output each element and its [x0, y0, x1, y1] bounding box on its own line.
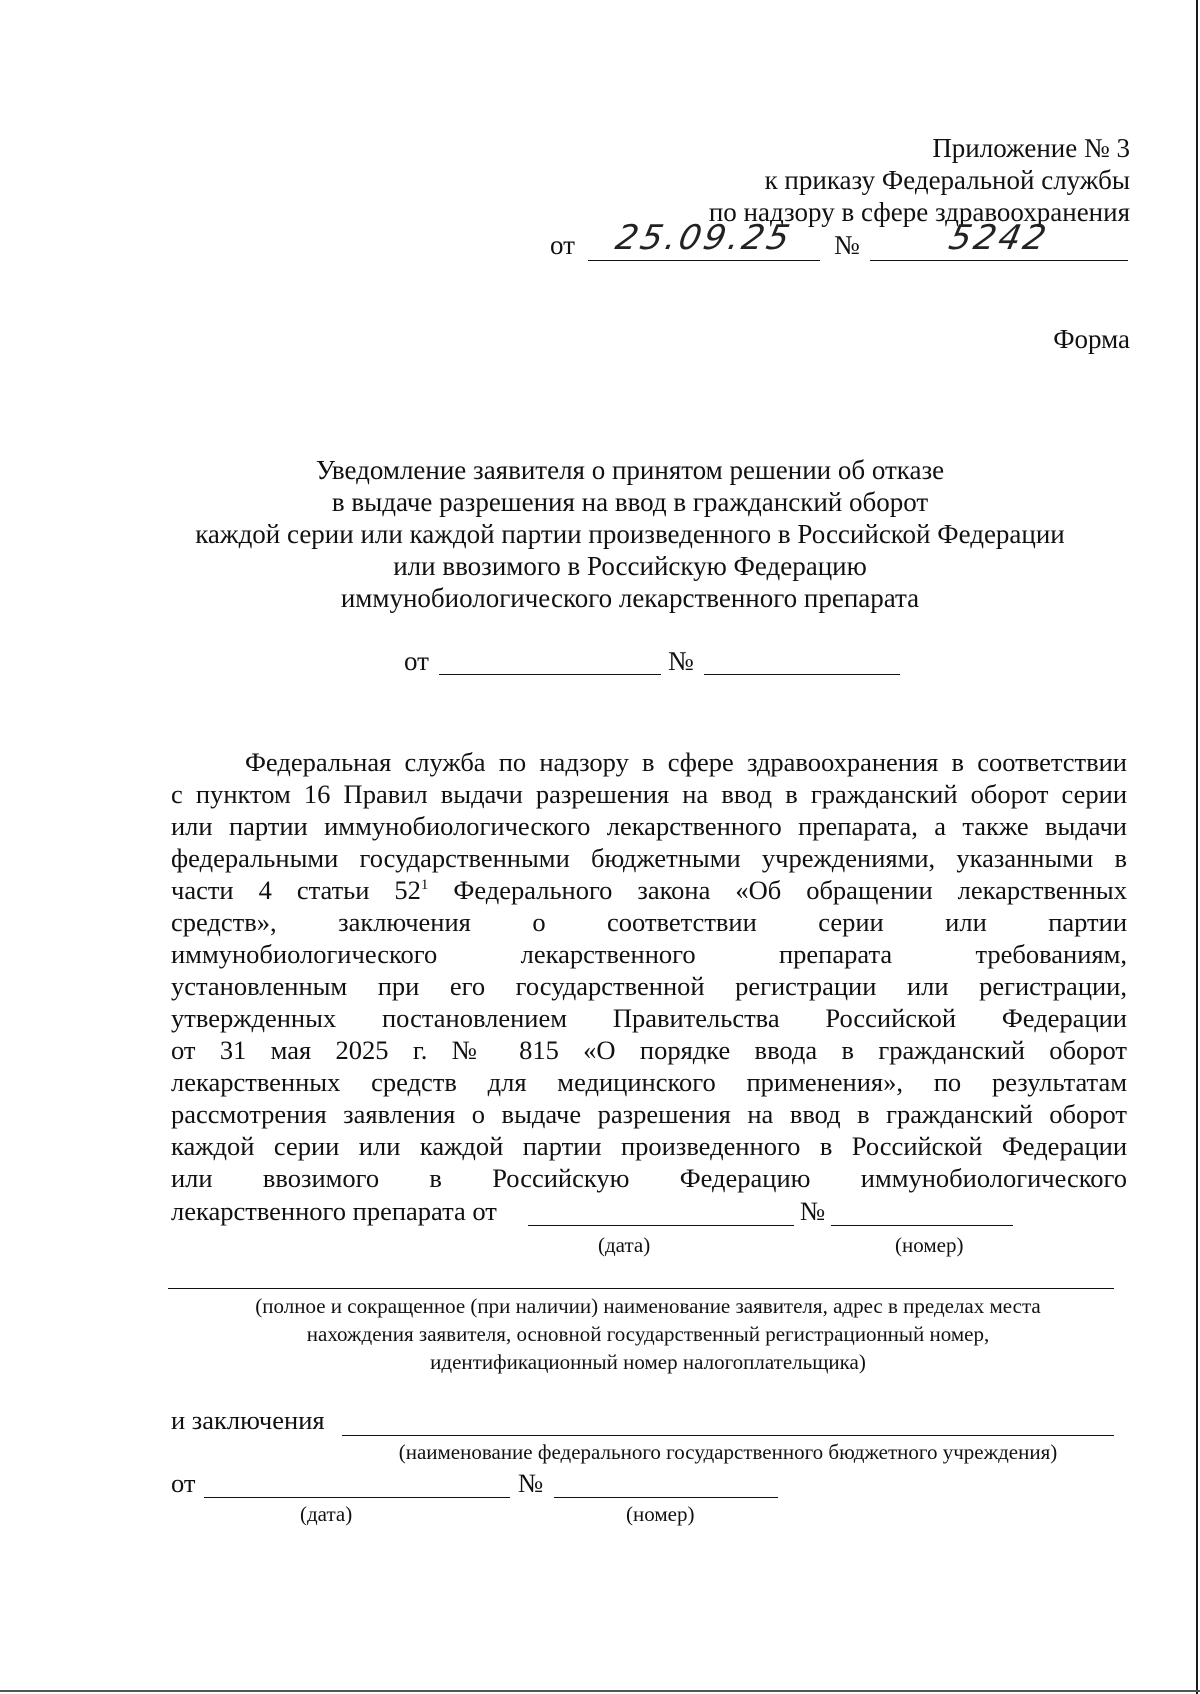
document-title: [130, 454, 1130, 614]
applicant-field[interactable]: [168, 1288, 1114, 1289]
conclusion-label: и заключения: [171, 1405, 325, 1435]
notice-number-field[interactable]: [704, 674, 900, 675]
notice-from-label: от: [404, 646, 429, 676]
body-line: рассмотрения заявления о выдаче разрешения на ввод в гражданский оборот: [171, 1099, 1127, 1129]
conclusion-date-caption: (дата): [300, 1502, 353, 1526]
caption-line: (полное и сокращенное (при наличии) наименование заявителя, адрес в пределах места: [255, 1294, 1041, 1318]
application-number-field[interactable]: [831, 1225, 1013, 1226]
body-line-prefix: части 4 статьи 52: [171, 875, 421, 905]
body-line-with-superscript: [171, 874, 1127, 906]
application-label: лекарственного препарата от: [171, 1196, 497, 1226]
superscript: 1: [420, 877, 429, 893]
body-line: каждой серии или каждой партии произведенного в Российской Федерации: [171, 1131, 1127, 1161]
caption-line: идентификационный номер налогоплательщика): [430, 1350, 866, 1374]
conclusion-number-caption: (номер): [626, 1502, 695, 1526]
order-reference: к приказу Федеральной службы: [764, 165, 1130, 195]
body-line: с пунктом 16 Правил выдачи разрешения на ввод в гражданский оборот серии: [171, 779, 1127, 809]
application-date-field[interactable]: [528, 1225, 794, 1226]
conclusion-from-label: от: [171, 1468, 196, 1498]
form-label: Форма: [1053, 324, 1130, 354]
institution-field[interactable]: [342, 1435, 1114, 1436]
page-edge-right: [1196, 0, 1198, 1694]
body-line: или ввозимого в Российскую Федерацию иммунобиологического: [171, 1163, 1127, 1193]
title-line: или ввозимого в Российскую Федерацию: [393, 551, 867, 581]
body-line: Федеральная служба по надзору в сфере здравоохранения в соответствии: [245, 747, 1127, 777]
agency-name: по надзору в сфере здравоохранения: [708, 197, 1130, 227]
title-line: в выдаче разрешения на ввод в гражданский оборот: [331, 487, 929, 517]
application-number-sign: №: [800, 1196, 826, 1226]
body-line: средств», заключения о соответствии серии или партии: [171, 907, 1127, 937]
application-date-caption: (дата): [598, 1233, 651, 1257]
institution-caption: (наименование федерального государственного бюджетного учреждения): [398, 1440, 1058, 1464]
application-number-caption: (номер): [895, 1233, 964, 1257]
body-line: иммунобиологического лекарственного препарата требованиям,: [171, 939, 1127, 969]
body-line: установленным при его государственной регистрации или регистрации,: [171, 971, 1127, 1001]
notice-date-field[interactable]: [439, 674, 661, 675]
page-edge-bottom: [0, 1690, 1200, 1692]
body-line: федеральными государственными бюджетными учреждениями, указанными в: [171, 843, 1127, 873]
order-from-label: от: [550, 230, 575, 260]
body-line: или партии иммунобиологического лекарственного препарата, а также выдачи: [171, 811, 1127, 841]
application-date-number-line: [171, 1196, 1071, 1232]
appendix-label: Приложение № 3: [932, 133, 1130, 163]
order-date-handwritten: 25.09.25: [612, 218, 796, 258]
title-line: каждой серии или каждой партии произведенного в Российской Федерации: [195, 519, 1065, 549]
order-date-number-line: [550, 218, 1130, 262]
order-number-handwritten: 5242: [945, 218, 1053, 258]
conclusion-number-field[interactable]: [554, 1497, 778, 1498]
conclusion-number-sign: №: [518, 1468, 544, 1498]
notice-number-sign: №: [668, 646, 694, 676]
order-number-slot: [870, 218, 1128, 261]
conclusion-date-field[interactable]: [204, 1497, 510, 1498]
caption-line: нахождения заявителя, основной государственный регистрационный номер,: [306, 1322, 990, 1346]
order-number-sign: №: [834, 230, 860, 260]
order-date-slot: [588, 218, 820, 261]
applicant-caption: [168, 1292, 1128, 1376]
body-line-rest: Федерального закона «Об обращении лекарственных: [453, 875, 1127, 905]
body-line: от 31 мая 2025 г. № 815 «О порядке ввода в гражданский оборот: [171, 1035, 1127, 1065]
body-line: утвержденных постановлением Правительства Российской Федерации: [171, 1003, 1127, 1033]
body-paragraph: [171, 746, 1127, 1194]
title-line: Уведомление заявителя о принятом решении об отказе: [315, 455, 945, 485]
body-line: лекарственных средств для медицинского применения», по результатам: [171, 1067, 1127, 1097]
title-line: иммунобиологического лекарственного препарата: [340, 583, 920, 613]
